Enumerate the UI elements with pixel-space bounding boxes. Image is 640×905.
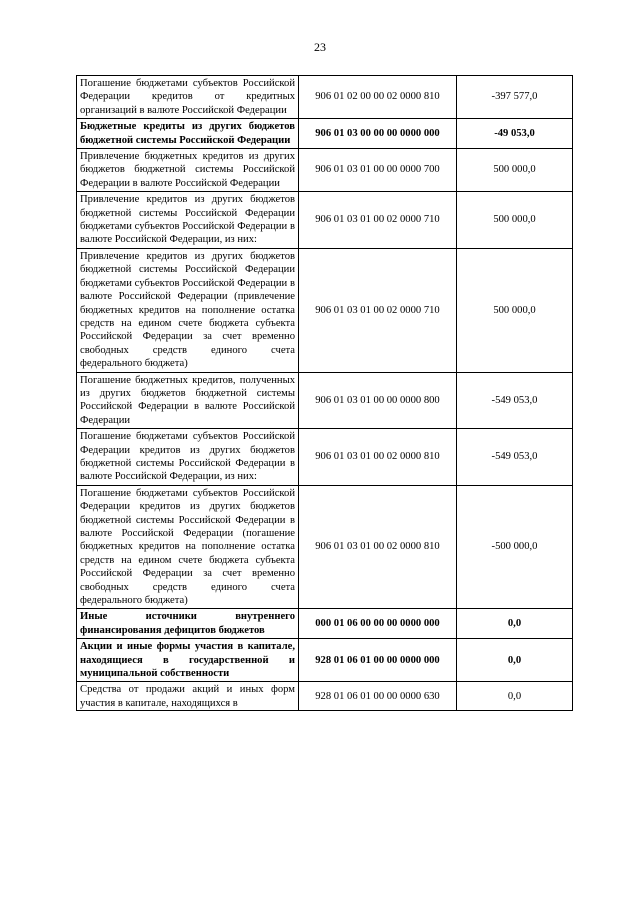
row-value-cell: -49 053,0 — [457, 119, 573, 149]
table-row — [77, 639, 573, 682]
row-name-cell: Погашение бюджетами субъектов Российской Федерации кредитов из других бюджетов бюджетной системы Российской Федерации в валюте Российской Федерации (погашение бюджетных кредитов на пополнение остатка средств на едином счете бюджета субъекта Российской Федерации за счет временно свободных средств единого счета федерального бюджета) — [77, 485, 299, 609]
row-code-cell: 906 01 03 00 00 00 0000 000 — [299, 119, 457, 149]
row-name-cell: Погашение бюджетами субъектов Российской Федерации кредитов от кредитных организаций в валюте Российской Федерации — [77, 76, 299, 119]
table-row — [77, 609, 573, 639]
row-name-cell: Привлечение бюджетных кредитов из других бюджетов бюджетной системы Российской Федерации в валюте Российской Федерации — [77, 149, 299, 192]
table-row — [77, 372, 573, 429]
budget-sources-table — [76, 75, 573, 711]
table-row — [77, 119, 573, 149]
row-code-cell: 906 01 03 01 00 02 0000 710 — [299, 248, 457, 372]
row-name-cell: Погашение бюджетами субъектов Российской Федерации кредитов из других бюджетов бюджетной системы Российской Федерации в валюте Российской Федерации, из них: — [77, 429, 299, 486]
row-code-cell: 906 01 03 01 00 00 0000 700 — [299, 149, 457, 192]
row-code-cell: 928 01 06 01 00 00 0000 000 — [299, 639, 457, 682]
row-value-cell: 500 000,0 — [457, 192, 573, 249]
row-name-text: Средства от продажи акций и иных форм участия в капитале, находящихся в — [80, 684, 295, 709]
row-name-cell: Привлечение кредитов из других бюджетов бюджетной системы Российской Федерации бюджетами субъектов Российской Федерации в валюте Российской Федерации, из них: — [77, 192, 299, 249]
row-value-cell: 0,0 — [457, 609, 573, 639]
table-row — [77, 248, 573, 372]
table-row — [77, 682, 573, 711]
row-value-cell: -549 053,0 — [457, 372, 573, 429]
table-row — [77, 149, 573, 192]
table-row — [77, 192, 573, 249]
row-name-cell: Акции и иные формы участия в капитале, находящиеся в государственной и муниципальной собственности — [77, 639, 299, 682]
table-row — [77, 485, 573, 609]
row-value-cell: -397 577,0 — [457, 76, 573, 119]
row-value-cell: -500 000,0 — [457, 485, 573, 609]
row-value-cell: 0,0 — [457, 639, 573, 682]
page-number: 23 — [314, 40, 326, 54]
row-name-cell: Погашение бюджетных кредитов, полученных из других бюджетов бюджетной системы Российской Федерации в валюте Российской Федерации — [77, 372, 299, 429]
row-name-cell: Бюджетные кредиты из других бюджетов бюджетной системы Российской Федерации — [77, 119, 299, 149]
row-code-cell: 906 01 03 01 00 02 0000 810 — [299, 429, 457, 486]
row-value-cell: 0,0 — [457, 682, 573, 711]
row-code-cell: 906 01 02 00 00 02 0000 810 — [299, 76, 457, 119]
row-value-cell: 500 000,0 — [457, 149, 573, 192]
row-name-cell — [77, 682, 299, 711]
table-row — [77, 76, 573, 119]
row-code-cell: 906 01 03 01 00 00 0000 800 — [299, 372, 457, 429]
row-name-cell: Иные источники внутреннего финансирования дефицитов бюджетов — [77, 609, 299, 639]
row-name-cell: Привлечение кредитов из других бюджетов бюджетной системы Российской Федерации бюджетами субъектов Российской Федерации в валюте Российской Федерации (привлечение бюджетных кредитов на пополнение остатка средств на едином счете бюджета субъекта Российской Федерации за счет временно свободных средств единого счета федерального бюджета) — [77, 248, 299, 372]
row-value-cell: 500 000,0 — [457, 248, 573, 372]
table-row — [77, 429, 573, 486]
row-code-cell: 000 01 06 00 00 00 0000 000 — [299, 609, 457, 639]
row-code-cell: 928 01 06 01 00 00 0000 630 — [299, 682, 457, 711]
row-code-cell: 906 01 03 01 00 02 0000 710 — [299, 192, 457, 249]
row-value-cell: -549 053,0 — [457, 429, 573, 486]
row-code-cell: 906 01 03 01 00 02 0000 810 — [299, 485, 457, 609]
table-body — [77, 76, 573, 711]
